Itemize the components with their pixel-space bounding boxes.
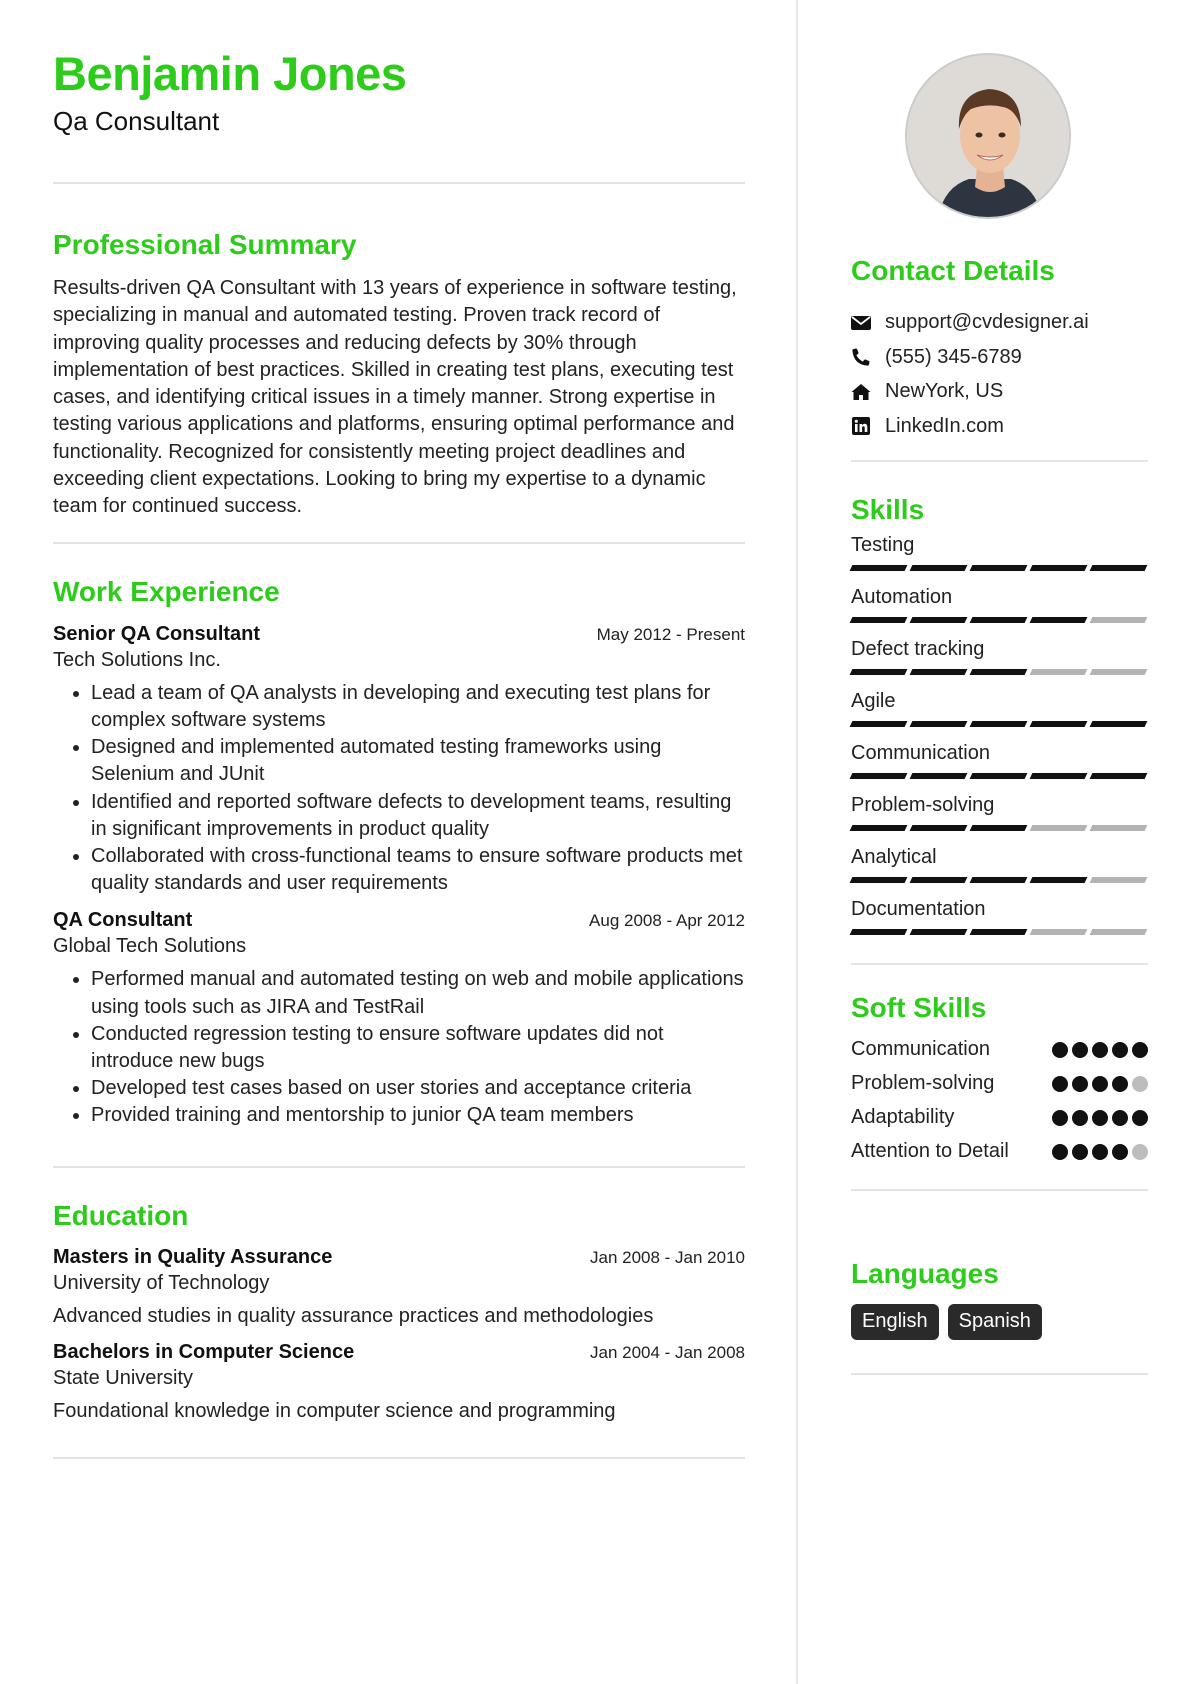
rating-dot-filled (1112, 1110, 1128, 1126)
skill-item (851, 637, 1148, 675)
rating-dot-filled (1052, 1110, 1068, 1126)
skill-segment-filled (910, 617, 968, 623)
skill-name: Problem-solving (851, 793, 995, 816)
bullet-item: • Conducted regression testing to ensure software updates did not introduce new bugs (91, 1021, 745, 1075)
section-divider (53, 182, 745, 184)
rating-dot-filled (1092, 1076, 1108, 1092)
skill-segment-empty (1090, 877, 1148, 883)
education-date: Jan 2008 - Jan 2010 (589, 1248, 745, 1268)
skill-segment-filled (970, 929, 1028, 935)
contact-phone (851, 340, 1148, 375)
skill-item (851, 741, 1148, 779)
skill-level-bar (851, 825, 1146, 831)
home-icon (851, 382, 871, 402)
skill-segment-filled (970, 877, 1028, 883)
school-name: University of Technology (53, 1272, 270, 1295)
skill-segment-filled (910, 773, 968, 779)
job-company: Tech Solutions Inc. (53, 648, 221, 671)
candidate-role: Qa Consultant (53, 105, 220, 136)
rating-dot-filled (1052, 1076, 1068, 1092)
skills-list (851, 533, 1148, 935)
skill-segment-filled (1090, 565, 1148, 571)
education-entry (53, 1246, 745, 1328)
contact-title: Contact Details (851, 255, 1055, 286)
skills-section (851, 493, 1148, 965)
contact-linkedin-text[interactable]: LinkedIn.com (885, 414, 1004, 437)
skill-name: Testing (851, 533, 915, 556)
skill-segment-filled (850, 721, 908, 727)
section-divider (851, 1189, 1148, 1191)
job-entry (53, 623, 745, 898)
bullet-item: • Designed and implemented automated testing frameworks using Selenium and JUnit (91, 734, 745, 788)
skill-segment-empty (1090, 825, 1148, 831)
education-description: Foundational knowledge in computer science and programming (53, 1400, 616, 1423)
rating-dot-empty (1132, 1076, 1148, 1092)
education-description: Advanced studies in quality assurance practices and methodologies (53, 1305, 654, 1328)
skill-item (851, 533, 1148, 571)
skill-segment-filled (850, 825, 908, 831)
section-divider (851, 1373, 1148, 1375)
soft-skill-item (851, 1103, 1148, 1131)
contact-email (851, 306, 1148, 341)
soft-skill-rating (1052, 1103, 1148, 1126)
skill-item (851, 585, 1148, 623)
skill-segment-filled (1090, 773, 1148, 779)
skill-segment-filled (970, 669, 1028, 675)
bullet-item: • Lead a team of QA analysts in developing and executing test plans for complex software systems (91, 680, 745, 734)
skill-level-bar (851, 669, 1146, 675)
soft-skill-name: Adaptability (851, 1105, 955, 1128)
bullet-item: • Provided training and mentorship to junior QA team members (91, 1102, 745, 1129)
soft-skill-rating (1052, 1035, 1148, 1058)
rating-dot-filled (1092, 1042, 1108, 1058)
main-column (53, 48, 745, 1459)
skill-segment-filled (850, 617, 908, 623)
profile-photo (905, 53, 1071, 219)
rating-dot-filled (1112, 1144, 1128, 1160)
education-section (53, 1199, 745, 1424)
skill-segment-empty (1090, 669, 1148, 675)
skill-segment-filled (850, 669, 908, 675)
linkedin-icon (851, 416, 871, 436)
soft-skill-name: Communication (851, 1037, 990, 1060)
rating-dot-filled (1132, 1042, 1148, 1058)
skill-segment-empty (1030, 825, 1088, 831)
contact-phone-text[interactable]: (555) 345-6789 (885, 345, 1022, 368)
skill-name: Communication (851, 741, 990, 764)
job-company: Global Tech Solutions (53, 935, 247, 958)
section-divider (851, 460, 1148, 462)
envelope-icon (851, 313, 871, 333)
summary-title: Professional Summary (53, 228, 357, 260)
job-entry (53, 909, 745, 1129)
work-section (53, 575, 745, 1129)
skill-segment-filled (850, 877, 908, 883)
school-name: State University (53, 1367, 194, 1390)
bullet-item: • Performed manual and automated testing on web and mobile applications using tools such as JIRA and TestRail (91, 966, 745, 1020)
skill-level-bar (851, 565, 1146, 571)
bullet-item: • Identified and reported software defects to development teams, resulting in significant improvements in product quality (91, 789, 745, 843)
skill-name: Defect tracking (851, 637, 985, 660)
contact-location (851, 375, 1148, 410)
skill-segment-filled (1090, 721, 1148, 727)
skill-item (851, 845, 1148, 883)
skill-segment-empty (1090, 929, 1148, 935)
skill-level-bar (851, 877, 1146, 883)
soft-skill-item (851, 1137, 1148, 1165)
degree-title: Masters in Quality Assurance (53, 1246, 333, 1269)
rating-dot-filled (1092, 1144, 1108, 1160)
skill-item (851, 897, 1148, 935)
bullet-item: • Collaborated with cross-functional teams to ensure software products met quality standards and user requirements (91, 843, 745, 897)
column-divider (796, 0, 798, 1684)
rating-dot-empty (1132, 1144, 1148, 1160)
skill-level-bar (851, 617, 1146, 623)
skill-segment-filled (970, 565, 1028, 571)
job-title: Senior QA Consultant (53, 622, 261, 645)
rating-dot-filled (1112, 1042, 1128, 1058)
skill-item (851, 793, 1148, 831)
skill-segment-filled (910, 565, 968, 571)
skill-segment-filled (970, 721, 1028, 727)
contact-location-text: NewYork, US (885, 380, 1004, 403)
section-divider (53, 1166, 745, 1168)
summary-text: Results-driven QA Consultant with 13 years of experience in software testing, specializing in manual and automated testing. Proven track record of improving quality processes and reducing defects by 30% through implementation of best practices. Skilled in creating test plans, executing test cases, and identifying critical issues in a timely manner. Strong expertise in testing various applications and platforms, ensuring optimal performance and functionality. Recognized for consistently meeting project deadlines and exceeding client expectations. Looking to bring my expertise to a dynamic team for continued success. (53, 277, 737, 517)
job-date: May 2012 - Present (596, 624, 745, 644)
skill-segment-filled (850, 773, 908, 779)
skill-segment-filled (850, 929, 908, 935)
rating-dot-filled (1072, 1144, 1088, 1160)
section-divider (53, 542, 745, 544)
portrait-illustration (907, 55, 1071, 219)
skill-segment-filled (1030, 721, 1088, 727)
skills-title: Skills (851, 494, 925, 525)
rating-dot-filled (1072, 1110, 1088, 1126)
phone-icon (851, 347, 871, 367)
soft-skill-rating (1052, 1137, 1148, 1160)
soft-skill-name: Problem-solving (851, 1071, 995, 1094)
section-divider (851, 963, 1148, 965)
skill-name: Automation (851, 585, 953, 608)
soft-skill-item (851, 1069, 1148, 1097)
language-tag: Spanish (948, 1304, 1042, 1340)
rating-dot-filled (1112, 1076, 1128, 1092)
skill-segment-filled (910, 929, 968, 935)
soft-skill-item (851, 1035, 1148, 1063)
soft-skills-section (851, 991, 1148, 1191)
soft-skill-name: Attention to Detail (851, 1139, 1009, 1162)
skill-level-bar (851, 929, 1146, 935)
skill-segment-empty (1030, 929, 1088, 935)
rating-dot-filled (1052, 1042, 1068, 1058)
skill-segment-filled (1030, 565, 1088, 571)
contact-linkedin (851, 409, 1148, 444)
languages-list (851, 1304, 1148, 1340)
section-divider (53, 1457, 745, 1459)
bullet-item: • Developed test cases based on user stories and acceptance criteria (91, 1075, 745, 1102)
soft-skill-rating (1052, 1069, 1148, 1092)
education-entry (53, 1341, 745, 1423)
candidate-name: Benjamin Jones (53, 47, 407, 100)
skill-segment-filled (970, 825, 1028, 831)
job-title: QA Consultant (53, 909, 193, 932)
soft-skills-title: Soft Skills (851, 992, 987, 1023)
skill-segment-filled (1030, 617, 1088, 623)
rating-dot-filled (1132, 1110, 1148, 1126)
skill-segment-filled (970, 773, 1028, 779)
job-bullets (53, 680, 745, 898)
contact-section (851, 254, 1148, 462)
education-date: Jan 2004 - Jan 2008 (589, 1343, 745, 1363)
skill-segment-empty (1090, 617, 1148, 623)
skill-name: Documentation (851, 897, 986, 920)
job-bullets (53, 966, 745, 1129)
skill-segment-filled (910, 669, 968, 675)
rating-dot-filled (1072, 1076, 1088, 1092)
skill-segment-filled (910, 721, 968, 727)
skill-segment-empty (1030, 669, 1088, 675)
skill-level-bar (851, 721, 1146, 727)
skill-segment-filled (850, 565, 908, 571)
skill-name: Analytical (851, 845, 937, 868)
contact-email-text[interactable]: support@cvdesigner.ai (885, 311, 1089, 334)
summary-section (53, 228, 745, 520)
skill-segment-filled (910, 825, 968, 831)
soft-skills-list (851, 1035, 1148, 1165)
skill-segment-filled (1030, 773, 1088, 779)
languages-title: Languages (851, 1258, 999, 1289)
skill-segment-filled (970, 617, 1028, 623)
skill-segment-filled (910, 877, 968, 883)
job-date: Aug 2008 - Apr 2012 (589, 911, 745, 931)
skill-segment-filled (1030, 877, 1088, 883)
work-title: Work Experience (53, 576, 280, 608)
skill-name: Agile (851, 689, 896, 712)
rating-dot-filled (1092, 1110, 1108, 1126)
language-tag: English (851, 1304, 939, 1340)
education-title: Education (53, 1199, 189, 1231)
rating-dot-filled (1052, 1144, 1068, 1160)
skill-item (851, 689, 1148, 727)
languages-section (851, 1257, 1148, 1375)
degree-title: Bachelors in Computer Science (53, 1341, 355, 1364)
skill-level-bar (851, 773, 1146, 779)
rating-dot-filled (1072, 1042, 1088, 1058)
